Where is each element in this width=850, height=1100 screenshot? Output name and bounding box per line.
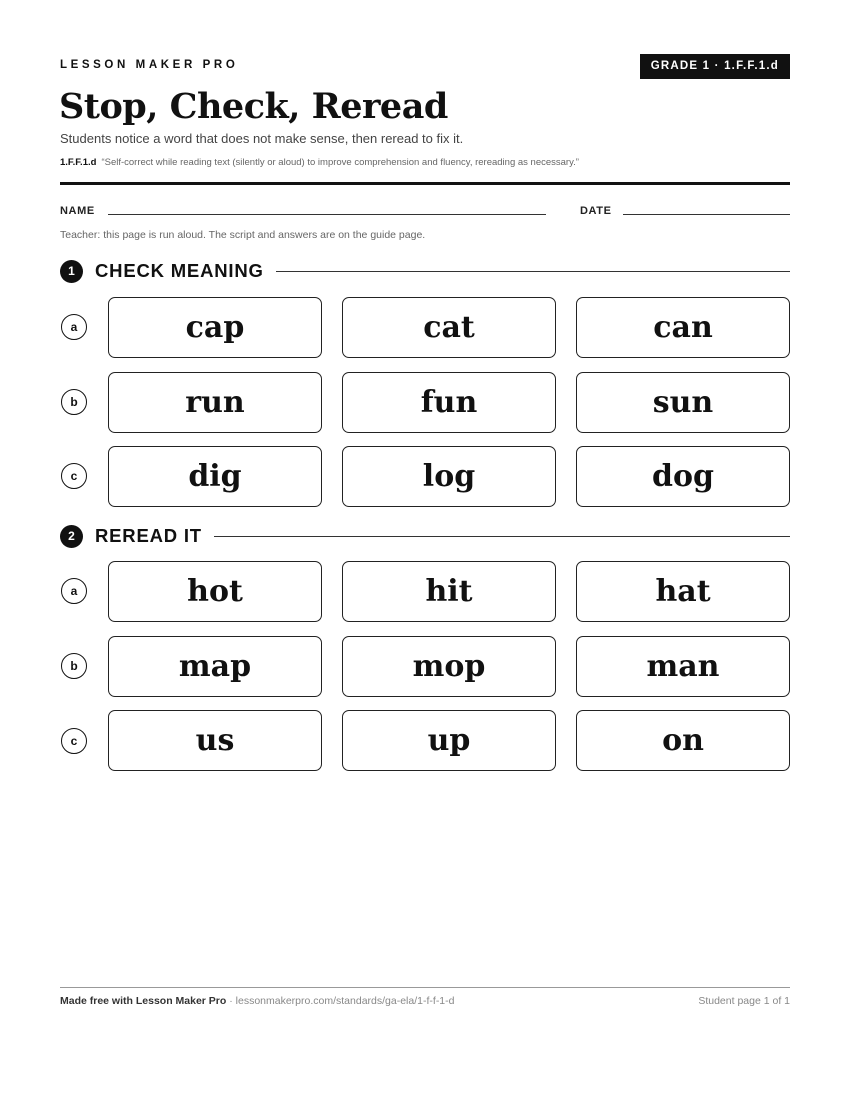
date-field[interactable]: [623, 214, 790, 215]
word-card[interactable]: [576, 446, 790, 507]
name-label: NAME: [60, 205, 95, 217]
name-field[interactable]: [108, 214, 546, 215]
word-text: us: [195, 723, 235, 758]
section-rule: [214, 536, 790, 537]
row-letter-b: b: [61, 389, 87, 415]
word-text: cap: [185, 310, 245, 345]
word-text: fun: [420, 385, 478, 420]
section-title: REREAD IT: [95, 525, 202, 546]
word-card[interactable]: [342, 561, 556, 622]
word-text: dig: [188, 459, 242, 494]
row-letter-a: a: [61, 314, 87, 340]
word-card[interactable]: [576, 636, 790, 697]
row-letter-b: b: [61, 653, 87, 679]
word-card[interactable]: [576, 297, 790, 358]
section-check-meaning: [60, 259, 790, 283]
word-text: can: [653, 310, 713, 345]
row-letter-a: a: [61, 578, 87, 604]
word-card[interactable]: [108, 710, 322, 771]
section-rule: [276, 271, 790, 272]
row-letter-c: c: [61, 463, 87, 489]
word-card[interactable]: [576, 372, 790, 433]
word-text: man: [646, 649, 720, 684]
word-text: map: [178, 649, 252, 684]
word-card[interactable]: [576, 710, 790, 771]
word-card[interactable]: [342, 297, 556, 358]
standard-text: “Self-correct while reading text (silently or aloud) to improve comprehension and fluency, rereading as necessary.”: [101, 157, 579, 168]
standard-code: 1.F.F.1.d: [60, 157, 97, 168]
word-card[interactable]: [108, 561, 322, 622]
word-text: mop: [412, 649, 486, 684]
word-text: sun: [652, 385, 714, 420]
footer-url-link[interactable]: · lessonmakerpro.com/standards/ga-ela/1-f-f-1-d: [226, 995, 455, 1007]
header-divider: [60, 182, 790, 185]
footer-divider: [60, 987, 790, 988]
grade-badge: GRADE 1 · 1.F.F.1.d: [640, 54, 790, 79]
row-letter-c: c: [61, 728, 87, 754]
page-subtitle: Students notice a word that does not make sense, then reread to fix it.: [60, 131, 464, 146]
word-card[interactable]: [576, 561, 790, 622]
section-reread-it: [60, 524, 790, 548]
word-card[interactable]: [108, 372, 322, 433]
section-title: CHECK MEANING: [95, 260, 264, 281]
word-text: hat: [655, 574, 711, 609]
section-number-badge: 1: [60, 260, 83, 283]
word-text: up: [427, 723, 471, 758]
page-title: Stop, Check, Reread: [59, 86, 448, 127]
word-card[interactable]: [108, 636, 322, 697]
footer-credit: [60, 995, 455, 1007]
word-text: on: [662, 723, 704, 758]
footer-page-number: Student page 1 of 1: [698, 995, 790, 1007]
date-label: DATE: [580, 205, 612, 217]
word-text: hot: [187, 574, 243, 609]
teacher-note: Teacher: this page is run aloud. The script and answers are on the guide page.: [60, 229, 426, 241]
standard-line: [60, 157, 579, 168]
word-text: run: [185, 385, 245, 420]
word-card[interactable]: [342, 636, 556, 697]
word-text: hit: [425, 574, 473, 609]
word-text: log: [422, 459, 476, 494]
brand-name: LESSON MAKER PRO: [60, 59, 239, 71]
word-card[interactable]: [342, 372, 556, 433]
footer-made-with: Made free with Lesson Maker Pro: [60, 995, 227, 1007]
word-card[interactable]: [342, 446, 556, 507]
word-text: dog: [652, 459, 714, 494]
word-card[interactable]: [342, 710, 556, 771]
section-number-badge: 2: [60, 525, 83, 548]
word-card[interactable]: [108, 297, 322, 358]
word-card[interactable]: [108, 446, 322, 507]
word-text: cat: [423, 310, 475, 345]
